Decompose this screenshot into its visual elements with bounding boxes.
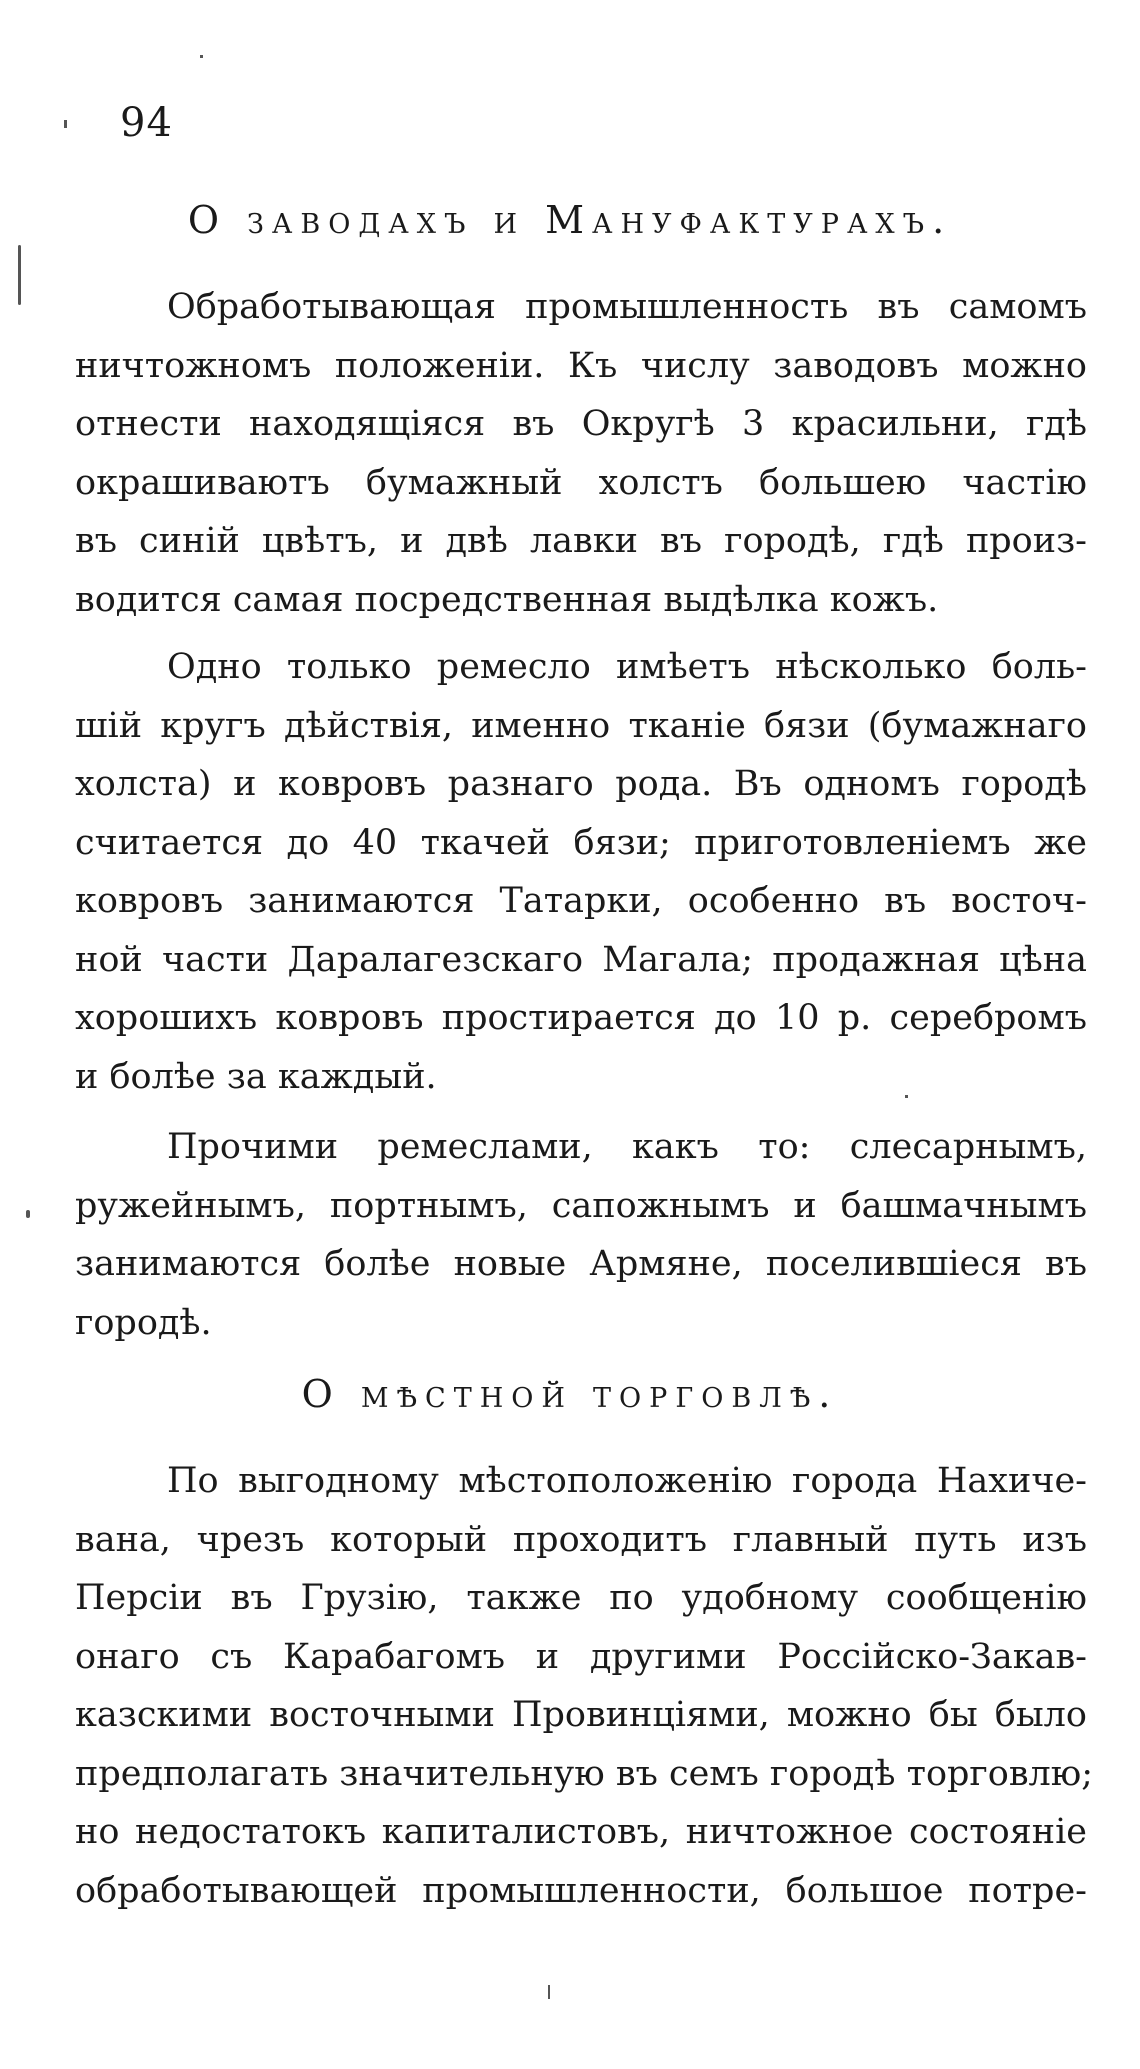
text-line: холста) и ковровъ разнаго рода. Въ одномъ городѣ — [75, 764, 1087, 804]
scan-speck — [548, 1985, 550, 1999]
text-line: ковровъ занимаются Татарки, особенно въ восточ- — [75, 881, 1087, 921]
paragraph-4 — [75, 1452, 1094, 1920]
text-line: хорошихъ ковровъ простирается до 10 р. серебромъ — [75, 998, 1087, 1038]
page-number: 94 — [120, 100, 173, 146]
text-line: казскими восточными Провинціями, можно бы было — [75, 1695, 1087, 1735]
text-line: По выгодному мѣстоположенію города Нахичe- — [167, 1461, 1087, 1501]
text-line: предполагать значительную въ семъ городѣ торговлю; — [75, 1753, 1094, 1794]
paragraph-1 — [75, 278, 1087, 629]
scan-speck — [200, 55, 203, 58]
text-line: онаго съ Карабагомъ и другими Россійско-Закав- — [75, 1636, 1087, 1677]
text-line: Обработывающая промышленность въ самомъ — [167, 287, 1087, 327]
text-line: въ синій цвѣтъ, и двѣ лавки въ городѣ, гдѣ произ- — [75, 521, 1087, 561]
scan-speck — [64, 120, 67, 128]
text-line: и болѣе за каждый. — [75, 1056, 437, 1097]
section-heading-factories: О заводахъ и Мануфактурахъ. — [187, 198, 953, 242]
text-line: шій кругъ дѣйствія, именно тканіе бязи (бумажнаго — [75, 705, 1087, 746]
scan-speck — [18, 245, 21, 305]
scan-speck — [26, 1210, 30, 1218]
scan-speck — [905, 1095, 908, 1098]
text-line: окрашиваютъ бумажный холстъ большею частію — [75, 462, 1087, 503]
text-line: отнести находящіяся въ Округѣ 3 красильни, гдѣ — [75, 404, 1087, 444]
text-line: обработывающей промышленности, большое потре- — [75, 1870, 1087, 1911]
text-line: городѣ. — [75, 1302, 212, 1343]
paragraph-3 — [75, 1118, 1087, 1352]
text-line: ружейнымъ, портнымъ, сапожнымъ и башмачнымъ — [75, 1185, 1087, 1226]
text-line: считается до 40 ткачей бязи; приготовленіемъ же — [75, 822, 1087, 863]
text-line: занимаются болѣе новые Армяне, поселившіеся въ — [75, 1244, 1087, 1284]
text-line: ничтожномъ положеніи. Къ числу заводовъ можно — [75, 345, 1087, 386]
text-line: Одно только ремесло имѣетъ нѣсколько боль- — [167, 647, 1087, 687]
text-line: но недостатокъ капиталистовъ, ничтожное состояніе — [75, 1812, 1087, 1852]
text-line: вана, чрезъ который проходитъ главный путь изъ — [75, 1519, 1087, 1560]
paragraph-2 — [75, 638, 1087, 1106]
text-line: водится самая посредственная выдѣлка кожъ. — [75, 579, 939, 620]
text-line: Прочими ремеслами, какъ то: слесарнымъ, — [167, 1127, 1087, 1167]
section-heading-local-trade: О мѣстной торговлѣ. — [301, 1372, 839, 1416]
text-line: Персіи въ Грузію, также по удобному сообщенію — [75, 1578, 1087, 1618]
text-line: ной части Даралагезскаго Магала; продажная цѣна — [75, 939, 1087, 980]
